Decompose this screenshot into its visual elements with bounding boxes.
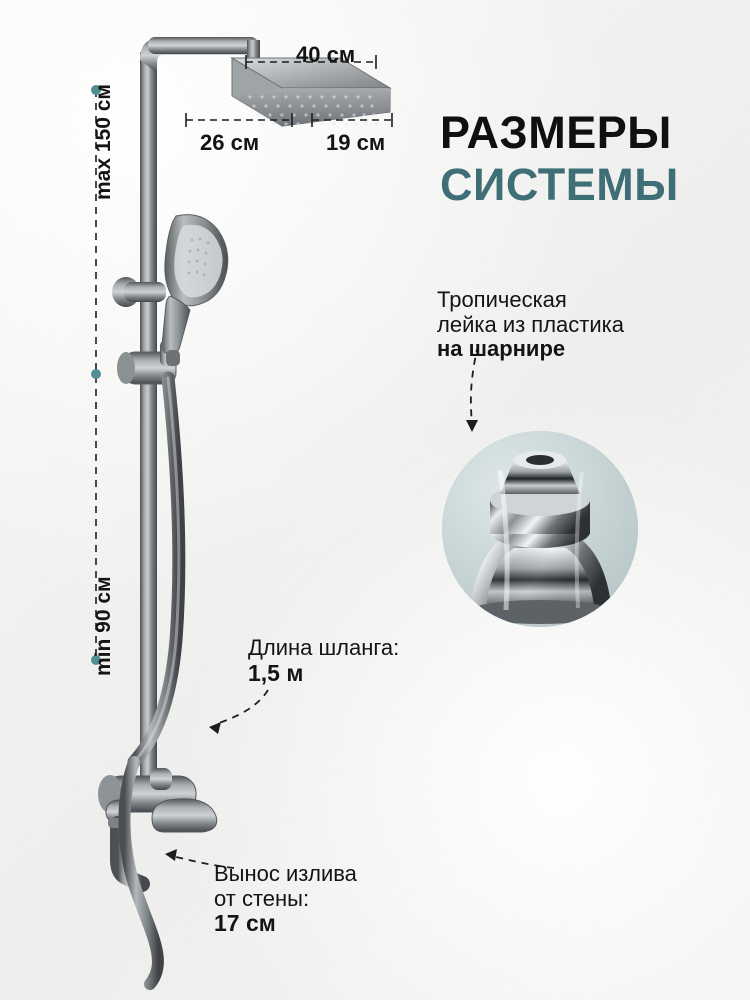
dimension-head-depth: 26 см xyxy=(200,130,260,155)
dimension-height-min: min 90 см xyxy=(92,576,115,676)
callout-leaders xyxy=(172,345,478,868)
callout-tropic-line-1: Тропическая xyxy=(437,287,567,312)
callout-spout-projection xyxy=(214,862,444,937)
callout-spout-line-1: Вынос излива xyxy=(214,861,357,886)
hand-shower xyxy=(162,215,228,366)
poster-title xyxy=(440,108,740,211)
title-line-1: РАЗМЕРЫ xyxy=(440,107,672,158)
dimension-head-width: 40 см xyxy=(296,42,356,67)
callout-hose-line-2: 1,5 м xyxy=(248,659,304,686)
callout-tropic-line-2: лейка из пластика xyxy=(437,311,624,337)
callout-tropic-line-3: на шарнире xyxy=(437,336,566,362)
mixer-valve xyxy=(98,768,217,884)
callout-hose-line-1: Длина шланга: xyxy=(248,635,400,660)
inset-photo-swivel-joint xyxy=(442,431,638,627)
dimension-head-side: 19 см xyxy=(326,130,386,155)
rain-shower-head xyxy=(232,58,390,126)
callout-tropic-head xyxy=(437,288,727,362)
title-line-2: СИСТЕМЫ xyxy=(440,159,679,211)
callout-spout-line-3: 17 см xyxy=(214,910,276,937)
callout-hose-length xyxy=(248,636,478,686)
wall-bracket-upper xyxy=(112,277,166,307)
dimension-height-max: max 150 см xyxy=(92,84,115,200)
callout-spout-line-2: от стены: xyxy=(214,885,310,911)
